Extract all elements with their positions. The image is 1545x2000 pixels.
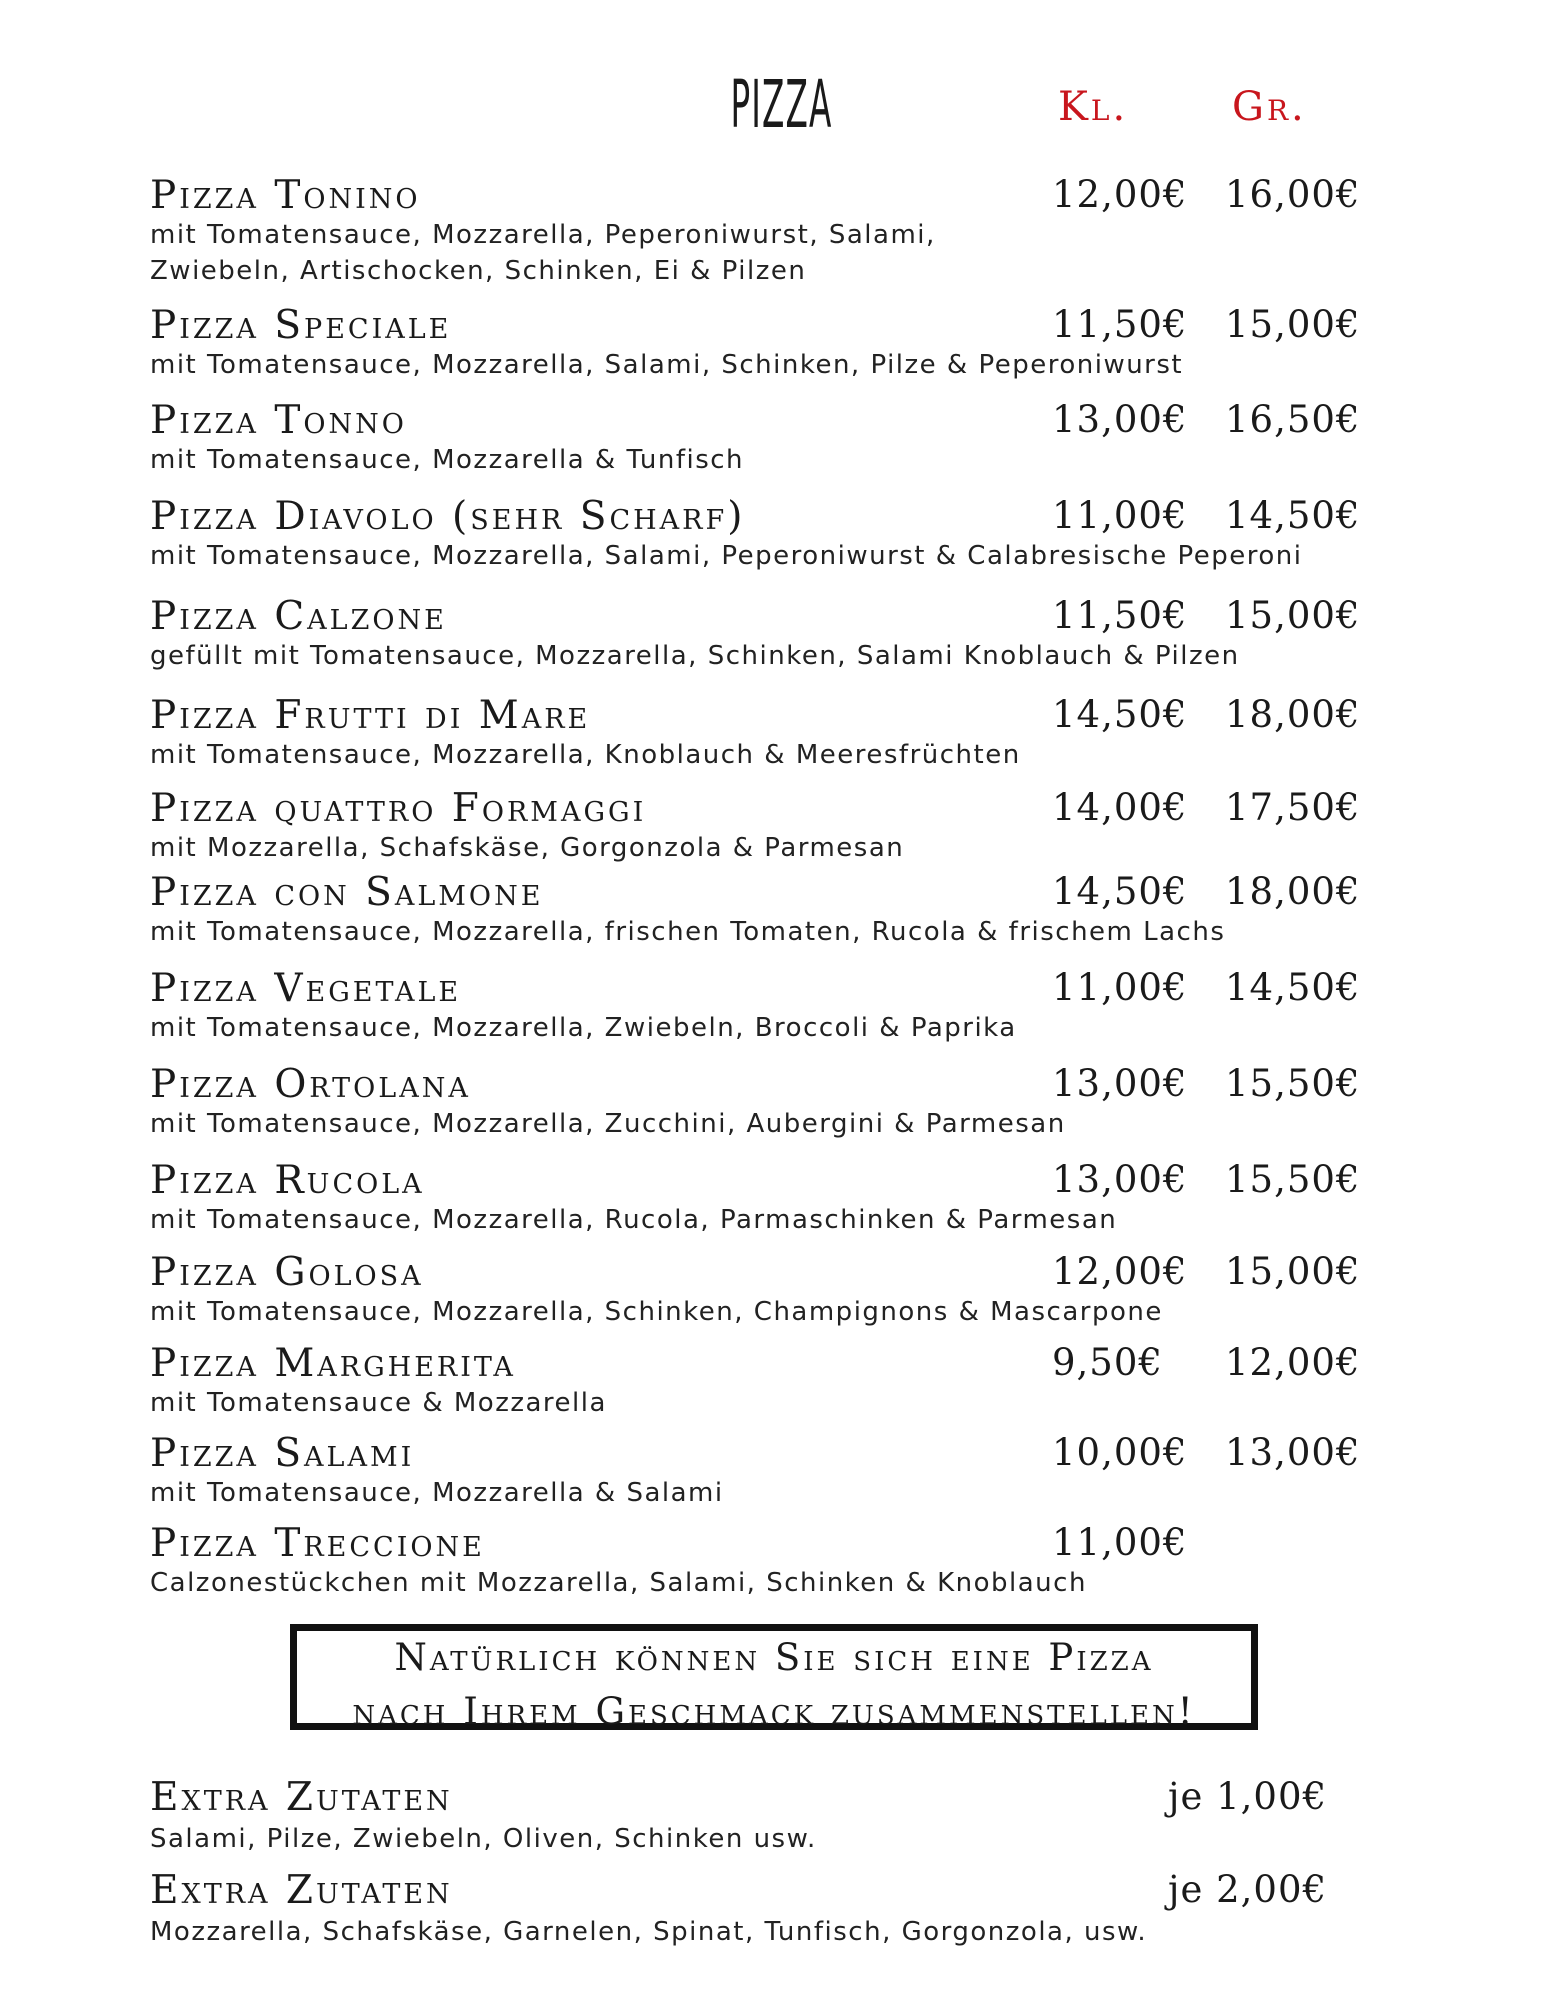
price-large: 18,00€: [1225, 693, 1361, 736]
item-description: mit Tomatensauce, Mozzarella, Peperoniwurst, Salami,: [150, 220, 936, 250]
price-large: 16,50€: [1225, 398, 1361, 441]
item-description: mit Tomatensauce, Mozzarella, Rucola, Parmaschinken & Parmesan: [150, 1205, 1118, 1235]
item-name: Pizza Golosa: [150, 1250, 424, 1295]
price-large: 15,00€: [1225, 594, 1361, 637]
item-description: mit Tomatensauce, Mozzarella, Zucchini, Aubergini & Parmesan: [150, 1109, 1066, 1139]
item-name: Pizza con Salmone: [150, 870, 544, 915]
item-description: mit Tomatensauce, Mozzarella, frischen Tomaten, Rucola & frischem Lachs: [150, 917, 1226, 947]
extra-price: je 1,00€: [1168, 1775, 1328, 1818]
extra-description: Mozzarella, Schafskäse, Garnelen, Spinat, Tunfisch, Gorgonzola, usw.: [150, 1917, 1148, 1947]
item-description: mit Tomatensauce, Mozzarella, Zwiebeln, Broccoli & Paprika: [150, 1013, 1017, 1043]
column-header-small: Kl.: [1058, 84, 1129, 130]
item-description: Calzonestückchen mit Mozzarella, Salami, Schinken & Knoblauch: [150, 1568, 1087, 1598]
item-description: Zwiebeln, Artischocken, Schinken, Ei & Pilzen: [150, 256, 807, 286]
item-description: mit Tomatensauce & Mozzarella: [150, 1388, 607, 1418]
extra-name: Extra Zutaten: [150, 1868, 453, 1913]
notice-line: nach Ihrem Geschmack zusammenstellen!: [352, 1690, 1196, 1733]
notice-line: Natürlich können Sie sich eine Pizza: [394, 1636, 1154, 1679]
item-name: Pizza Frutti di Mare: [150, 693, 591, 738]
item-name: Pizza Margherita: [150, 1341, 516, 1386]
item-name: Pizza Vegetale: [150, 966, 462, 1011]
item-name: Pizza quattro Formaggi: [150, 786, 647, 831]
price-small: 13,00€: [1052, 398, 1188, 441]
column-header-large: Gr.: [1232, 84, 1307, 130]
price-large: 15,00€: [1225, 303, 1361, 346]
price-small: 14,50€: [1052, 870, 1188, 913]
price-large: 12,00€: [1225, 1341, 1361, 1384]
item-description: mit Tomatensauce, Mozzarella, Knoblauch & Meeresfrüchten: [150, 740, 1021, 770]
price-small: 9,50€: [1052, 1341, 1163, 1384]
price-large: 13,00€: [1225, 1431, 1361, 1474]
price-large: 18,00€: [1225, 870, 1361, 913]
item-name: Pizza Tonno: [150, 398, 407, 443]
item-description: mit Tomatensauce, Mozzarella & Salami: [150, 1478, 724, 1508]
item-name: Pizza Ortolana: [150, 1062, 471, 1107]
page-title: PIZZA: [730, 66, 833, 143]
item-name: Pizza Calzone: [150, 594, 447, 639]
extra-name: Extra Zutaten: [150, 1775, 453, 1820]
price-large: 17,50€: [1225, 786, 1361, 829]
price-small: 11,00€: [1052, 1521, 1188, 1564]
item-description: mit Mozzarella, Schafskäse, Gorgonzola & Parmesan: [150, 833, 905, 863]
price-large: 16,00€: [1225, 173, 1361, 216]
extra-description: Salami, Pilze, Zwiebeln, Oliven, Schinken usw.: [150, 1824, 817, 1854]
item-description: mit Tomatensauce, Mozzarella, Salami, Schinken, Pilze & Peperoniwurst: [150, 350, 1184, 380]
price-small: 14,00€: [1052, 786, 1188, 829]
price-small: 14,50€: [1052, 693, 1188, 736]
item-description: gefüllt mit Tomatensauce, Mozzarella, Schinken, Salami Knoblauch & Pilzen: [150, 641, 1240, 671]
price-large: 14,50€: [1225, 966, 1361, 1009]
item-name: Pizza Speciale: [150, 303, 452, 348]
extra-price: je 2,00€: [1168, 1868, 1328, 1911]
price-large: 15,50€: [1225, 1158, 1361, 1201]
price-large: 14,50€: [1225, 494, 1361, 537]
price-small: 11,00€: [1052, 966, 1188, 1009]
item-name: Pizza Diavolo (sehr Scharf): [150, 494, 746, 539]
price-small: 13,00€: [1052, 1158, 1188, 1201]
price-small: 12,00€: [1052, 1250, 1188, 1293]
price-large: 15,00€: [1225, 1250, 1361, 1293]
item-name: Pizza Rucola: [150, 1158, 425, 1203]
price-large: 15,50€: [1225, 1062, 1361, 1105]
price-small: 10,00€: [1052, 1431, 1188, 1474]
price-small: 11,50€: [1052, 594, 1188, 637]
custom-pizza-notice: [290, 1624, 1258, 1733]
item-name: Pizza Treccione: [150, 1521, 485, 1566]
item-description: mit Tomatensauce, Mozzarella, Salami, Peperoniwurst & Calabresische Peperoni: [150, 541, 1303, 571]
item-name: Pizza Tonino: [150, 173, 421, 218]
item-description: mit Tomatensauce, Mozzarella, Schinken, Champignons & Mascarpone: [150, 1297, 1163, 1327]
item-description: mit Tomatensauce, Mozzarella & Tunfisch: [150, 445, 745, 475]
price-small: 11,00€: [1052, 494, 1188, 537]
price-small: 12,00€: [1052, 173, 1188, 216]
price-small: 13,00€: [1052, 1062, 1188, 1105]
price-small: 11,50€: [1052, 303, 1188, 346]
item-name: Pizza Salami: [150, 1431, 415, 1476]
